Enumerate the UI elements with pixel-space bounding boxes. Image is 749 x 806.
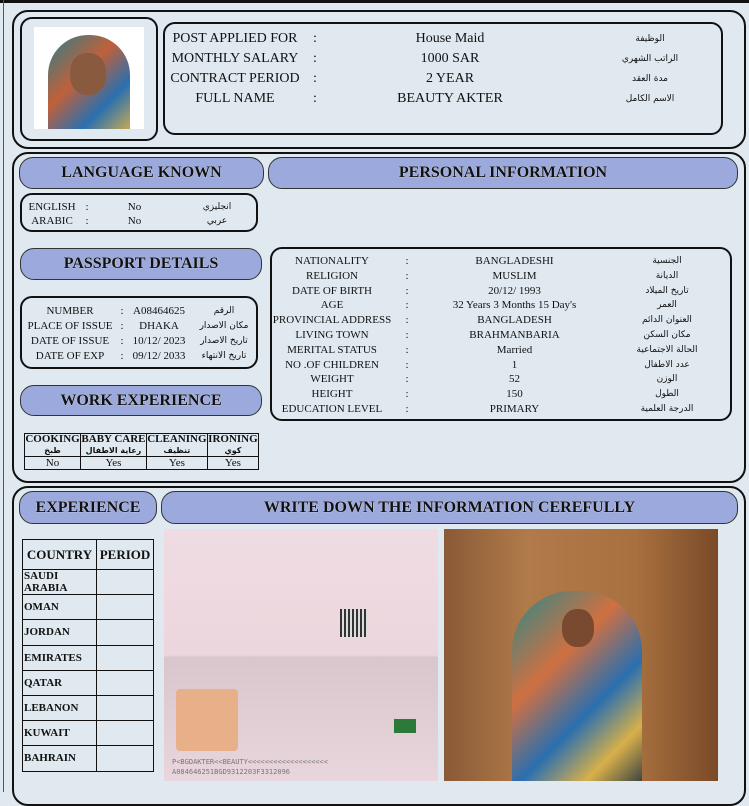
field-value: BEAUTY AKTER <box>397 91 503 106</box>
skill-header <box>25 434 81 457</box>
photo-frame <box>20 17 158 141</box>
field-value: BRAHMANBARIA <box>469 328 560 341</box>
field-label: ENGLISH <box>28 201 76 213</box>
country-cell: QATAR <box>23 670 97 695</box>
personal-row <box>272 358 730 373</box>
field-label-arabic: الحالة الاجتماعية <box>636 344 698 355</box>
field-value: PRIMARY <box>489 402 540 415</box>
personal-row <box>272 372 730 387</box>
field-label: DATE OF EXP <box>35 350 105 362</box>
experience-row <box>23 670 154 695</box>
colon: : <box>120 335 124 347</box>
experience-row <box>23 595 154 620</box>
personal-row <box>272 387 730 402</box>
field-label: NO .OF CHILDREN <box>285 358 379 371</box>
header-row <box>165 29 721 49</box>
personal-box <box>270 247 732 421</box>
period-header: PERIOD <box>97 540 154 570</box>
colon: : <box>120 350 124 362</box>
experience-row <box>23 645 154 670</box>
country-cell: BAHRAIN <box>23 746 97 771</box>
field-label-arabic: مكان الاصدار <box>199 321 249 331</box>
notice-heading: WRITE DOWN THE INFORMATION CEREFULLY <box>161 491 738 524</box>
colon: : <box>405 284 409 297</box>
skill-header <box>207 434 258 457</box>
field-label: AGE <box>320 299 344 312</box>
field-label-arabic: الوظيفة <box>635 34 665 44</box>
field-value: 1 <box>511 358 518 371</box>
field-label: NATIONALITY <box>295 255 369 267</box>
personal-row <box>272 269 730 284</box>
field-label-arabic: مدة العقد <box>632 74 668 84</box>
skill-name-arabic: كوي <box>224 446 242 455</box>
work-table <box>24 433 259 470</box>
field-label: DATE OF ISSUE <box>30 335 110 347</box>
personal-row <box>272 284 730 299</box>
period-cell[interactable] <box>97 620 154 645</box>
colon: : <box>405 255 409 267</box>
header-row <box>165 69 721 89</box>
period-cell[interactable] <box>97 721 154 746</box>
country-cell: OMAN <box>23 595 97 620</box>
field-value: No <box>127 215 142 227</box>
passport-scan-image: P<BGDAKTER<<BEAUTY<<<<<<<<<<<<<<<<<<< A084646251BGD9312203F3312096 <box>164 529 438 781</box>
field-label: NUMBER <box>46 305 94 317</box>
personal-heading: PERSONAL INFORMATION <box>268 157 738 189</box>
field-label: POST APPLIED FOR <box>172 31 298 46</box>
colon: : <box>405 343 409 356</box>
period-cell[interactable] <box>97 595 154 620</box>
field-label: CONTRACT PERIOD <box>170 71 300 86</box>
skill-header <box>146 434 207 457</box>
field-value: BANGLADESHI <box>475 255 554 267</box>
candidate-full-photo <box>444 529 718 781</box>
country-header: COUNTRY <box>23 540 97 570</box>
field-value: 32 Years 3 Months 15 Day's <box>452 299 577 312</box>
country-cell: EMIRATES <box>23 645 97 670</box>
colon: : <box>85 215 89 227</box>
field-label: WEIGHT <box>310 373 354 386</box>
candidate-photo <box>34 27 144 129</box>
colon: : <box>313 31 317 46</box>
colon: : <box>120 305 124 317</box>
field-label: PROVINCIAL ADDRESS <box>272 314 392 327</box>
field-value: BANGLADESH <box>477 314 552 327</box>
country-cell: SAUDI ARABIA <box>23 570 97 595</box>
field-label: FULL NAME <box>195 91 275 106</box>
colon: : <box>313 51 317 66</box>
language-box <box>20 193 258 232</box>
header-info-box <box>163 22 723 135</box>
field-label-arabic: الديانة <box>655 270 679 281</box>
field-value: 09/12/ 2033 <box>132 350 186 362</box>
colon: : <box>405 299 409 312</box>
field-label: ARABIC <box>31 215 73 227</box>
passport-row <box>22 304 256 319</box>
experience-row <box>23 570 154 595</box>
field-value: 20/12/ 1993 <box>488 284 541 297</box>
country-cell: LEBANON <box>23 695 97 720</box>
field-label-arabic: انجليزي <box>202 202 232 212</box>
colon: : <box>120 320 124 332</box>
field-value: Married <box>496 343 533 356</box>
field-label-arabic: عربي <box>206 216 228 226</box>
field-label-arabic: الوزن <box>656 374 678 385</box>
colon: : <box>405 373 409 386</box>
period-cell[interactable] <box>97 746 154 771</box>
country-cell: JORDAN <box>23 620 97 645</box>
field-label-arabic: الراتب الشهري <box>621 54 679 64</box>
experience-row <box>23 695 154 720</box>
skill-name-arabic: تنظيف <box>163 446 191 455</box>
field-label-arabic: تاريخ الاصدار <box>200 336 248 346</box>
experience-heading: EXPERIENCE <box>19 491 157 524</box>
field-value: 2 YEAR <box>425 71 475 86</box>
experience-table <box>22 539 154 772</box>
experience-row <box>23 721 154 746</box>
field-label: PLACE OF ISSUE <box>27 320 113 332</box>
period-cell[interactable] <box>97 695 154 720</box>
field-label: HEIGHT <box>311 388 353 401</box>
field-label: EDUCATION LEVEL <box>281 402 383 415</box>
field-label: RELIGION <box>306 269 358 282</box>
colon: : <box>405 269 409 282</box>
field-label: MONTHLY SALARY <box>171 51 299 66</box>
country-cell: KUWAIT <box>23 721 97 746</box>
field-value: 10/12/ 2023 <box>132 335 186 347</box>
language-row <box>22 200 256 214</box>
field-value: 1000 SAR <box>420 51 480 66</box>
skill-name-arabic: طبخ <box>44 446 61 455</box>
field-value: No <box>127 201 142 213</box>
field-label-arabic: الجنسية <box>652 256 682 266</box>
field-label-arabic: الاسم الكامل <box>625 94 675 104</box>
skill-value: No <box>25 457 81 470</box>
field-value: 150 <box>506 388 523 401</box>
field-value: DHAKA <box>139 320 179 332</box>
personal-row <box>272 313 730 328</box>
header-row <box>165 49 721 69</box>
header-row <box>165 89 721 109</box>
language-row <box>22 214 256 228</box>
colon: : <box>405 388 409 401</box>
field-value: MUSLIM <box>492 269 537 282</box>
skill-value: Yes <box>207 457 258 470</box>
colon: : <box>405 328 409 341</box>
personal-row <box>272 402 730 417</box>
left-border <box>3 0 4 792</box>
colon: : <box>85 201 89 213</box>
field-label-arabic: الطول <box>655 389 679 400</box>
period-cell[interactable] <box>97 670 154 695</box>
work-heading: WORK EXPERIENCE <box>20 385 262 416</box>
top-border <box>0 0 749 3</box>
field-label-arabic: الدرجة العلمية <box>640 403 694 414</box>
skill-value: Yes <box>81 457 147 470</box>
field-label-arabic: مكان السكن <box>643 329 691 340</box>
experience-row <box>23 746 154 771</box>
personal-row <box>272 328 730 343</box>
field-value: A08464625 <box>133 305 185 317</box>
skill-header <box>81 434 147 457</box>
field-label: MERITAL STATUS <box>287 343 377 356</box>
field-value: 52 <box>509 373 520 386</box>
personal-row <box>272 298 730 313</box>
language-heading: LANGUAGE KNOWN <box>19 157 264 189</box>
field-label-arabic: تاريخ الانتهاء <box>201 351 247 361</box>
skill-name: COOKING <box>25 433 80 445</box>
passport-box <box>20 296 258 369</box>
field-label-arabic: الرقم <box>213 306 235 316</box>
field-label-arabic: العمر <box>657 300 677 311</box>
passport-heading: PASSPORT DETAILS <box>20 248 262 280</box>
experience-row <box>23 620 154 645</box>
colon: : <box>405 314 409 327</box>
colon: : <box>405 358 409 371</box>
skill-value: Yes <box>146 457 207 470</box>
field-label-arabic: عدد الاطفال <box>644 359 690 370</box>
skill-name: IRONING <box>208 433 258 445</box>
passport-row <box>22 319 256 334</box>
personal-row <box>272 254 730 269</box>
field-label: LIVING TOWN <box>295 328 369 341</box>
skill-name: BABY CARE <box>81 433 146 445</box>
skill-name-arabic: رعاية الاطفال <box>85 446 142 455</box>
colon: : <box>313 91 317 106</box>
colon: : <box>405 402 409 415</box>
skill-name: CLEANING <box>147 433 207 445</box>
period-cell[interactable] <box>97 570 154 595</box>
field-label-arabic: تاريخ الميلاد <box>645 285 689 296</box>
passport-row <box>22 349 256 364</box>
field-label-arabic: العنوان الدائم <box>642 315 692 326</box>
passport-row <box>22 334 256 349</box>
field-value: House Maid <box>415 31 485 46</box>
period-cell[interactable] <box>97 645 154 670</box>
field-label: DATE OF BIRTH <box>291 284 372 297</box>
colon: : <box>313 71 317 86</box>
personal-row <box>272 343 730 358</box>
